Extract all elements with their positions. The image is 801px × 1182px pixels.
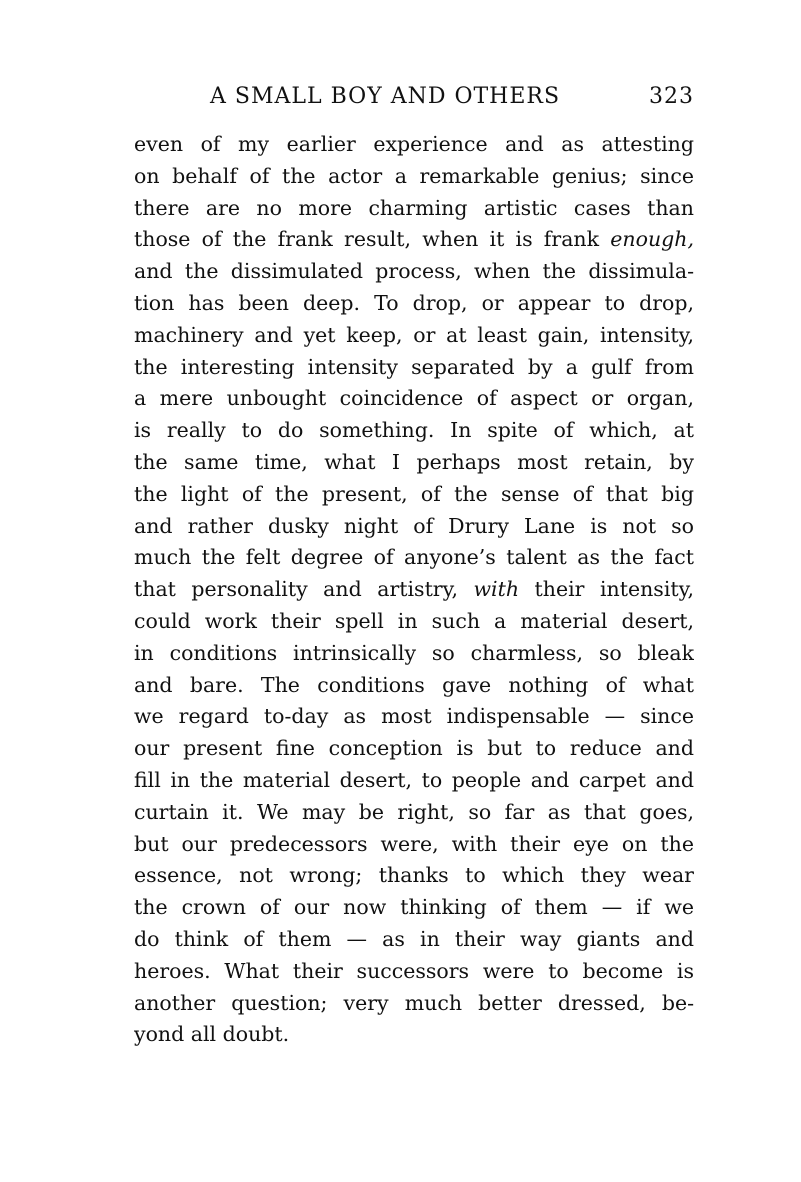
text-segment: on behalf of the actor a remarkable genius; since [134, 163, 694, 188]
text-line [134, 956, 694, 988]
text-segment: a mere unbought coincidence of aspect or organ, [134, 386, 694, 411]
text-segment: tion has been deep. To drop, or appear to drop, [134, 290, 694, 315]
text-line [134, 701, 694, 733]
page-number: 323 [649, 84, 694, 109]
text-line [134, 860, 694, 892]
text-line [134, 1019, 694, 1051]
text-segment: another question; very much better dressed, be- [134, 990, 694, 1015]
text-line [134, 606, 694, 638]
text-line [134, 670, 694, 702]
text-line [134, 829, 694, 861]
text-line [134, 765, 694, 797]
text-segment: and bare. The conditions gave nothing of what [134, 672, 694, 697]
text-segment: their intensity, [519, 577, 694, 602]
text-segment: the interesting intensity separated by a gulf from [134, 354, 694, 379]
running-title: A SMALL BOY AND OTHERS [210, 84, 561, 109]
italic-text: enough, [610, 227, 694, 252]
text-line [134, 924, 694, 956]
text-line [134, 574, 694, 606]
text-segment: could work their spell in such a material desert, [134, 608, 694, 633]
text-line [134, 988, 694, 1020]
text-segment: we regard to-day as most indispensable — since [134, 704, 694, 729]
text-segment: but our predecessors were, with their eye on the [134, 831, 694, 856]
text-segment: those of the frank result, when it is frank [134, 227, 611, 252]
text-line [134, 256, 694, 288]
body-paragraph [134, 129, 694, 1051]
text-line [134, 638, 694, 670]
text-segment: even of my earlier experience and as attesting [134, 132, 694, 156]
text-line [134, 511, 694, 543]
text-segment: essence, not wrong; thanks to which they wear [134, 863, 694, 888]
text-line [134, 479, 694, 511]
running-head [134, 80, 694, 114]
text-segment: curtain it. We may be right, so far as that goes, [134, 799, 694, 824]
text-line [134, 224, 694, 256]
text-line [134, 542, 694, 574]
text-segment: heroes. What their successors were to become is [134, 958, 694, 983]
text-segment: and rather dusky night of Drury Lane is not so [134, 513, 694, 538]
text-line [134, 352, 694, 384]
text-line [134, 447, 694, 479]
text-line [134, 733, 694, 765]
text-segment: fill in the material desert, to people and carpet and [134, 767, 694, 792]
text-segment: there are no more charming artistic cases than [134, 195, 694, 220]
text-segment: do think of them — as in their way giants and [134, 926, 694, 951]
text-line [134, 129, 694, 161]
text-line [134, 797, 694, 829]
text-segment: our present fine conception is but to reduce and [134, 736, 694, 761]
text-line [134, 892, 694, 924]
text-line [134, 383, 694, 415]
text-segment: the crown of our now thinking of them — if we [134, 895, 694, 920]
text-segment: in conditions intrinsically so charmless, so bleak [134, 640, 694, 665]
text-segment: much the felt degree of anyone’s talent as the fact [134, 545, 694, 570]
text-segment: yond all doubt. [134, 1022, 290, 1047]
text-segment: and the dissimulated process, when the dissimula- [134, 259, 694, 284]
text-line [134, 320, 694, 352]
text-segment: is really to do something. In spite of which, at [134, 418, 694, 443]
text-segment: the same time, what I perhaps most retain, by [134, 449, 694, 474]
text-segment: machinery and yet keep, or at least gain, intensity, [134, 322, 694, 347]
text-line [134, 288, 694, 320]
text-line [134, 161, 694, 193]
italic-text: with [473, 577, 520, 602]
text-segment: that personality and artistry, [134, 577, 474, 602]
text-segment: the light of the present, of the sense of that big [134, 481, 694, 506]
text-line [134, 193, 694, 225]
text-line [134, 415, 694, 447]
